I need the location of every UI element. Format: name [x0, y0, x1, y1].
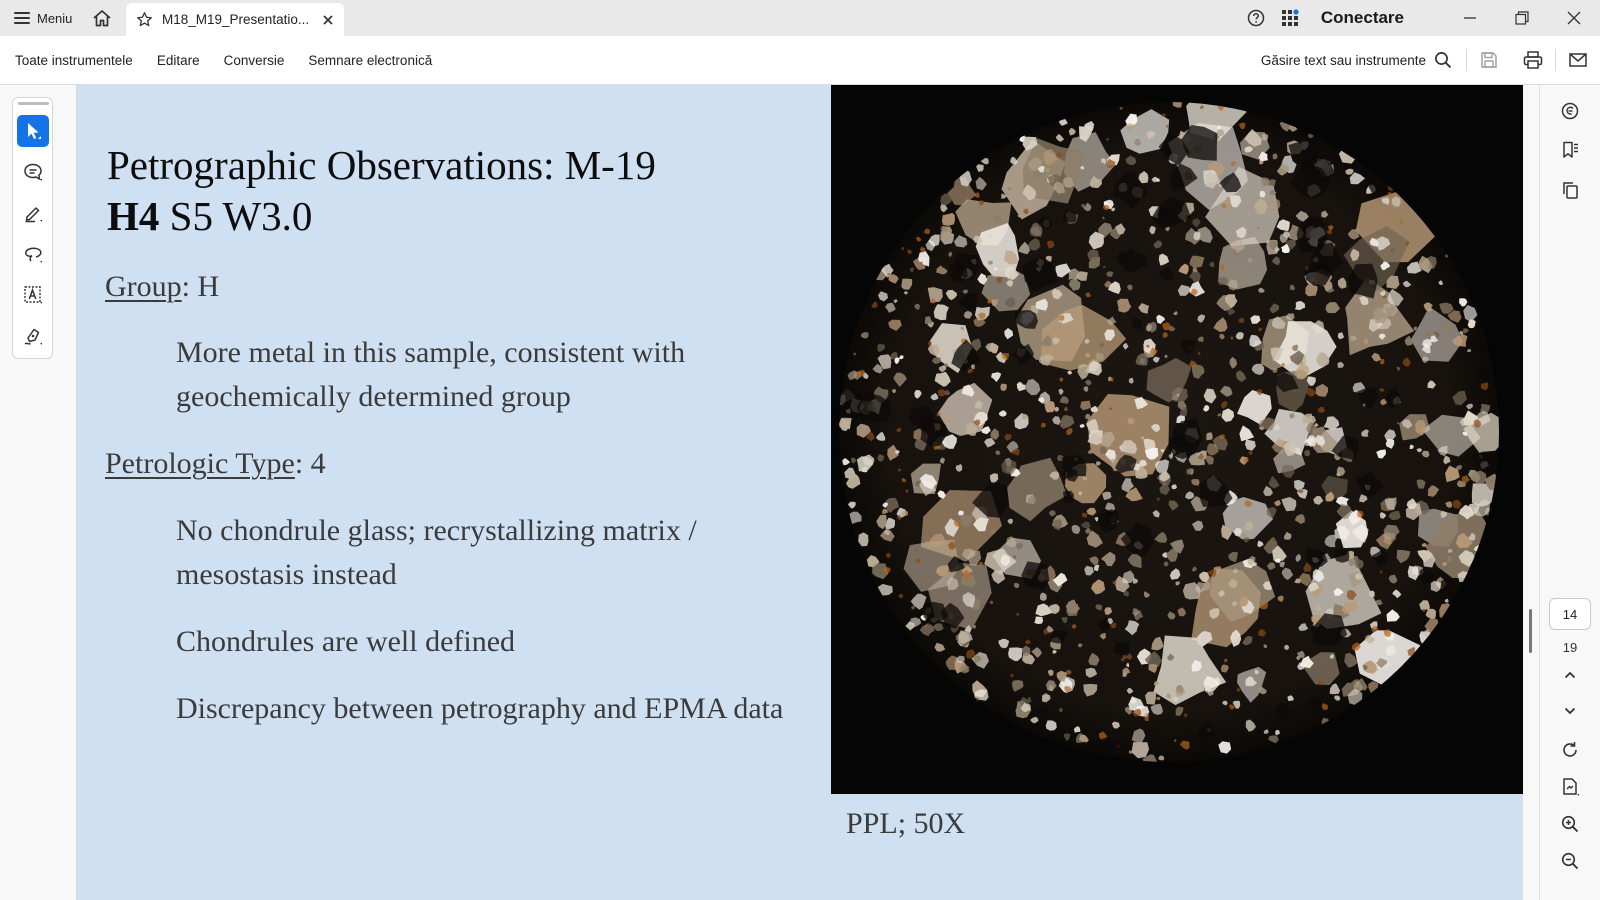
help-icon: [1247, 9, 1265, 27]
restore-icon: [1515, 11, 1529, 25]
quick-tools-panel: [12, 97, 53, 359]
mineral-grain: [831, 387, 863, 419]
zoom-out-icon: [1561, 852, 1579, 870]
copy-pages-icon: [1560, 180, 1580, 200]
pages-button[interactable]: [1554, 174, 1586, 206]
ai-assistant-icon: [1560, 101, 1580, 121]
total-pages: 19: [1562, 639, 1578, 655]
slide-title-rest: S5 W3.0: [159, 193, 313, 239]
star-icon[interactable]: [136, 11, 153, 28]
draw-tool[interactable]: [17, 197, 49, 229]
type-note-1: No chondrule glass; recrystallizing matrix / mesostasis instead: [176, 514, 697, 591]
slide-title: [107, 140, 827, 242]
slide-title-line1: Petrographic Observations: M-19: [107, 142, 656, 188]
mineral-grain: [971, 364, 975, 369]
group-line: [105, 265, 219, 309]
rotate-button[interactable]: [1554, 734, 1586, 766]
print-button[interactable]: [1511, 36, 1555, 84]
close-icon: [1567, 11, 1581, 25]
previous-page-button[interactable]: [1554, 659, 1586, 691]
panel-grip[interactable]: [18, 102, 49, 105]
minimize-button[interactable]: [1444, 0, 1496, 36]
bookmark-icon: [1560, 140, 1580, 160]
chevron-down-icon: [1563, 704, 1577, 718]
group-label: Group: [105, 270, 182, 303]
title-bar: [0, 0, 1600, 36]
chevron-up-icon: [1563, 668, 1577, 682]
mineral-grain: [1145, 692, 1156, 705]
petrologic-type-line: [105, 442, 326, 486]
mail-icon: [1569, 52, 1587, 68]
right-rail: [1539, 85, 1600, 900]
menu-button[interactable]: [0, 0, 82, 36]
left-tool-rail: [0, 85, 77, 900]
mineral-grain: [1173, 97, 1182, 107]
menu-label: Meniu: [37, 10, 73, 26]
document-canvas[interactable]: [77, 85, 1523, 900]
close-tab-icon[interactable]: [322, 14, 334, 26]
mineral-grain: [1063, 491, 1074, 503]
print-icon: [1523, 51, 1543, 69]
text-box-tool[interactable]: [17, 279, 49, 311]
apps-button[interactable]: [1273, 0, 1307, 36]
type-note-3: Discrepancy between petrography and EPMA data: [176, 692, 784, 725]
select-tool[interactable]: [17, 115, 49, 147]
tab-title: M18_M19_Presentatio...: [162, 12, 310, 27]
document-settings-icon: [1560, 777, 1580, 797]
slide-page: [77, 85, 1523, 900]
group-value: : H: [181, 270, 220, 303]
next-page-button[interactable]: [1554, 695, 1586, 727]
slide-title-bold: H4: [107, 193, 160, 239]
rotate-icon: [1561, 741, 1579, 759]
photo-caption: PPL; 50X: [846, 807, 966, 840]
mineral-grain: [1066, 604, 1078, 617]
toolbar-all-tools[interactable]: Toate instrumentele: [15, 52, 133, 68]
group-note: More metal in this sample, consistent with geochemically determined group: [176, 336, 686, 413]
signature-pen-icon: [23, 326, 43, 346]
close-window-button[interactable]: [1548, 0, 1600, 36]
mineral-grain: [1439, 603, 1453, 620]
save-icon: [1480, 51, 1498, 69]
page-display-button[interactable]: [1554, 771, 1586, 803]
search-icon[interactable]: [1434, 51, 1452, 69]
cursor-arrow-icon: [24, 121, 42, 141]
vertical-scrollbar[interactable]: [1523, 85, 1539, 900]
document-tab[interactable]: [126, 3, 344, 36]
mineral-grain: [1206, 432, 1212, 440]
slide-title-line2: [107, 191, 827, 242]
freehand-tool[interactable]: [17, 238, 49, 270]
comment-tool[interactable]: [17, 156, 49, 188]
lasso-icon: [23, 244, 43, 264]
comment-icon: [23, 162, 43, 182]
sign-in-button[interactable]: Conectare: [1320, 8, 1404, 27]
hamburger-icon: [14, 12, 30, 24]
toolbar-convert[interactable]: Conversie: [223, 52, 285, 68]
current-page-input[interactable]: 14: [1549, 598, 1591, 630]
save-button[interactable]: [1467, 36, 1511, 84]
find-tools-label[interactable]: Găsire text sau instrumente: [1260, 52, 1426, 68]
zoom-out-button[interactable]: [1554, 845, 1586, 877]
petrologic-type-label: Petrologic Type: [105, 447, 295, 480]
thin-section-photo: [831, 85, 1523, 794]
help-button[interactable]: [1239, 0, 1273, 36]
pen-icon: [23, 203, 43, 223]
text-box-icon: [23, 285, 43, 305]
apps-grid-icon: [1281, 9, 1299, 27]
home-button[interactable]: [82, 0, 122, 36]
minimize-icon: [1463, 11, 1477, 25]
toolbar-edit[interactable]: Editare: [156, 52, 200, 68]
petrologic-type-value: : 4: [294, 447, 326, 480]
share-email-button[interactable]: [1556, 36, 1600, 84]
type-note-2: Chondrules are well defined: [176, 625, 516, 658]
mineral-grain: [1041, 423, 1046, 428]
main-toolbar: [0, 36, 1600, 85]
home-icon: [92, 9, 112, 27]
toolbar-e-sign[interactable]: Semnare electronică: [308, 52, 433, 68]
scrollbar-thumb[interactable]: [1529, 609, 1532, 653]
mineral-grain: [1045, 401, 1056, 412]
zoom-in-icon: [1561, 815, 1579, 833]
ai-assistant-button[interactable]: [1554, 95, 1586, 127]
zoom-in-button[interactable]: [1554, 808, 1586, 840]
restore-button[interactable]: [1496, 0, 1548, 36]
sign-tool[interactable]: [17, 320, 49, 352]
bookmarks-button[interactable]: [1554, 134, 1586, 166]
